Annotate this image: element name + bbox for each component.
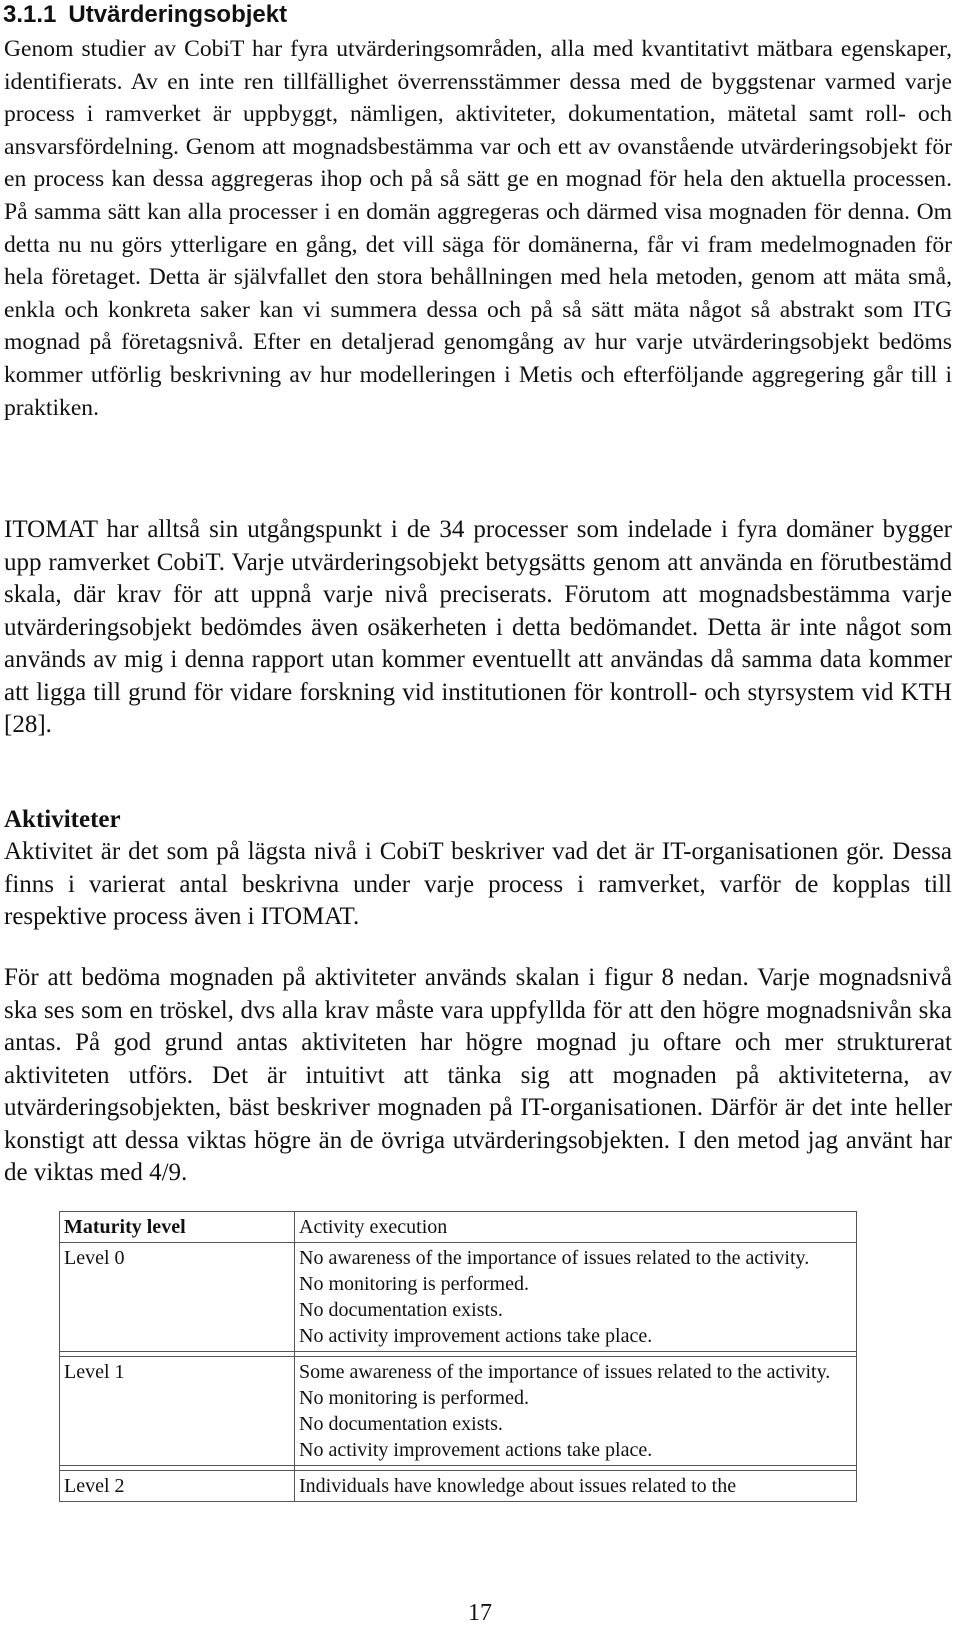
level-cell: Level 2 bbox=[60, 1471, 295, 1502]
level-cell: Level 1 bbox=[60, 1357, 295, 1466]
description-line: No activity improvement actions take place. bbox=[299, 1439, 653, 1461]
description-line: Some awareness of the importance of issues related to the activity. bbox=[299, 1361, 831, 1383]
header-maturity-level: Maturity level bbox=[60, 1212, 295, 1243]
page-number: 17 bbox=[468, 1600, 492, 1626]
header-activity-execution: Activity execution bbox=[295, 1212, 857, 1243]
paragraph-mognad-aktiviteter: För att bedöma mognaden på aktiviteter används skalan i figur 8 nedan. Varje mognadsnivå ska ses som en tröskel, dvs alla krav måste vara uppfyllda för att den högre mognadsnivån ska antas. På god grund antas aktiviteten har högre mognad ju oftare och mer strukturerat aktiviteten utförs. Det är intuitivt att tänka sig att mognaden på aktiviteterna, av utvärderingsobjekten, bäst beskriver mognaden på IT-organisationen. Därför är det inte heller konstigt att dessa viktas högre än de övriga utvärderingsobjekten. I den metod jag använt har de viktas med 4/9. bbox=[4, 964, 952, 1186]
table-row bbox=[60, 1471, 857, 1502]
level-cell: Level 0 bbox=[60, 1243, 295, 1352]
paragraph-aktivitet-definition: Aktivitet är det som på lägsta nivå i CobiT beskriver vad det är IT-organisationen gör. Dessa finns i varierat antal beskrivna under varje process i ramverket, varför de kopplas till respektive process även i ITOMAT. bbox=[4, 838, 952, 930]
table-row bbox=[60, 1357, 857, 1466]
table-header-row bbox=[60, 1212, 857, 1243]
description-cell bbox=[295, 1471, 857, 1502]
description-cell bbox=[295, 1357, 857, 1466]
description-line: No documentation exists. bbox=[299, 1413, 503, 1435]
description-line: No activity improvement actions take place. bbox=[299, 1325, 653, 1347]
description-line: Individuals have knowledge about issues related to the bbox=[299, 1475, 737, 1497]
description-line: No monitoring is performed. bbox=[299, 1273, 529, 1295]
section-heading bbox=[3, 0, 287, 30]
description-line: No awareness of the importance of issues related to the activity. bbox=[299, 1247, 810, 1269]
paragraph-utvarderingsobjekt: Genom studier av CobiT har fyra utvärderingsområden, alla med kvantitativt mätbara egenskaper, identifierats. Av en inte ren tillfällighet överrensstämmer dessa med de byggstenar varmed varje process i ramverket är uppbyggt, nämligen, aktiviteter, dokumentation, mätetal samt roll- och ansvarsfördelning. Genom att mognadsbestämma var och ett av ovanstående utvärderingsobjekt för en process kan dessa aggregeras ihop och på så sätt ge en mognad för hela den aktuella processen. På samma sätt kan alla processer i en domän aggregeras och därmed visa mognaden för denna. Om detta nu nu görs ytterligare en gång, det vill säga för domänerna, får vi fram medelmognaden för hela företaget. Detta är självfallet den stora behållningen med hela metoden, genom att mäta små, enkla och konkreta saker kan vi summera dessa och på så sätt mäta något så abstrakt som ITG mognad på företagsnivå. Efter en detaljerad genomgång av hur varje utvärderingsobjekt bedöms kommer utförlig beskrivning av hur modelleringen i Metis och efterföljande aggregering går till i praktiken. bbox=[4, 36, 952, 421]
description-line: No documentation exists. bbox=[299, 1299, 503, 1321]
table-row bbox=[60, 1243, 857, 1352]
description-line: No monitoring is performed. bbox=[299, 1387, 529, 1409]
paragraph-itomat: ITOMAT har alltså sin utgångspunkt i de 34 processer som indelade i fyra domäner bygger upp ramverket CobiT. Varje utvärderingsobjekt betygsätts genom att använda en förutbestämd skala, där krav för att uppnå varje nivå preciserats. Förutom att mognadsbestämma varje utvärderingsobjekt bedömdes även osäkerheten i detta bedömandet. Detta är inte något som används av mig i denna rapport utan kommer eventuellt att användas då samma data kommer att ligga till grund för vidare forskning vid institutionen för kontroll- och styrsystem vid KTH [28]. bbox=[4, 516, 952, 738]
section-number: 3.1.1 bbox=[3, 1, 57, 28]
description-cell bbox=[295, 1243, 857, 1352]
subheading-aktiviteter: Aktiviteter bbox=[4, 806, 121, 833]
section-title: Utvärderingsobjekt bbox=[68, 1, 288, 28]
maturity-level-table bbox=[59, 1211, 857, 1502]
